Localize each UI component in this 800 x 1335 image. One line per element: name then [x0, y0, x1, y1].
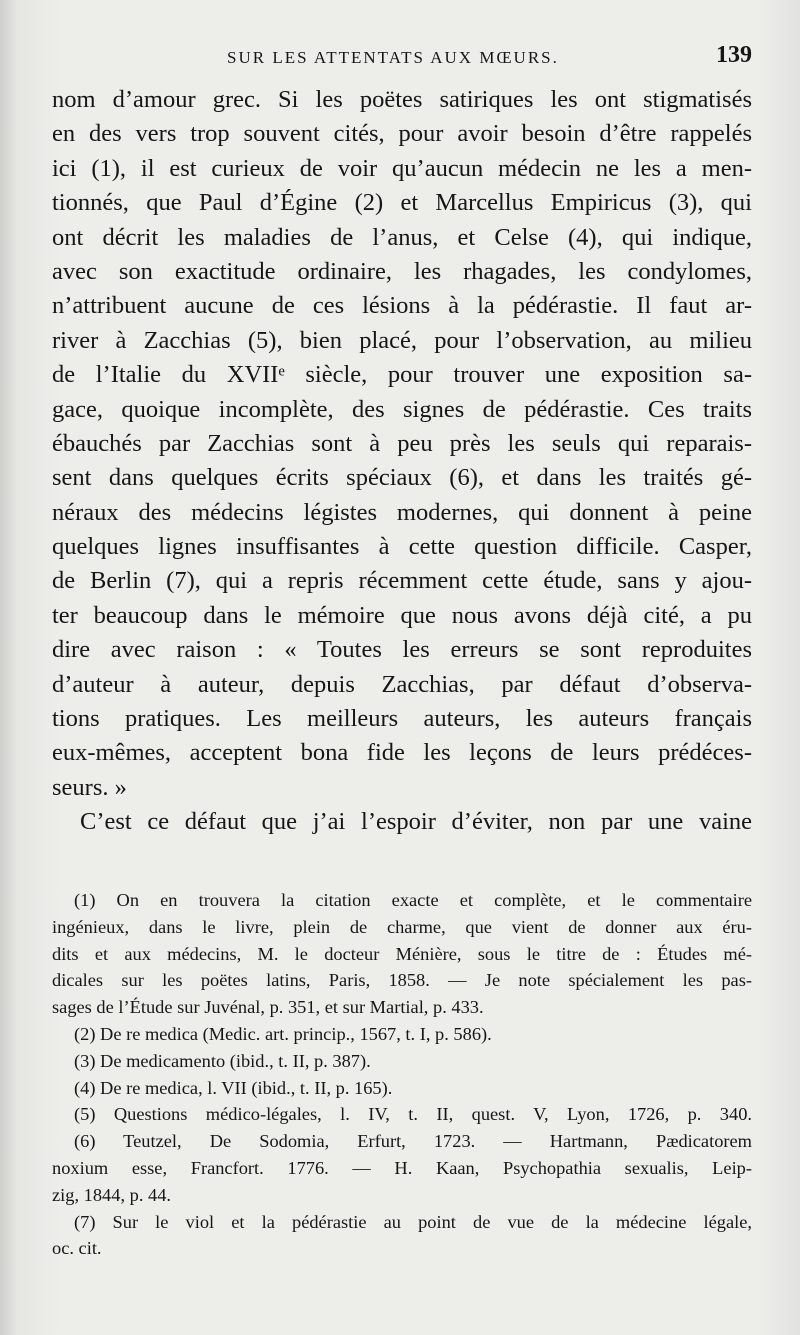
text-line: eux-mêmes, acceptent bona fide les leçons de leurs prédéces- [52, 739, 752, 767]
footnote-line: oc. cit. [52, 1238, 102, 1259]
text-line: de Berlin (7), qui a repris récemment cette étude, sans y ajou- [52, 567, 752, 595]
text-line: néraux des médecins légistes modernes, qui donnent à peine [52, 498, 752, 526]
running-header [52, 40, 752, 76]
footnote-line: (6) Teutzel, De Sodomia, Erfurt, 1723. — Hartmann, Pædicatorem [74, 1131, 752, 1152]
text-line: ont décrit les maladies de l’anus, et Celse (4), qui indique, [52, 223, 752, 251]
text-line: seurs. » [52, 773, 127, 801]
text-line: quelques lignes insuffisantes à cette question difficile. Casper, [52, 533, 752, 561]
footnotes [52, 887, 752, 1262]
text-line: de l’Italie du XVIIᵉ siècle, pour trouver une exposition sa- [52, 361, 752, 389]
page-number: 139 [716, 42, 752, 68]
text-line: dire avec raison : « Toutes les erreurs se sont reproduites [52, 636, 752, 664]
text-line: gace, quoique incomplète, des signes de pédérastie. Ces traits [52, 395, 752, 423]
text-line: avec son exactitude ordinaire, les rhagades, les condylomes, [52, 257, 752, 285]
text-line: C’est ce défaut que j’ai l’espoir d’éviter, non par une vaine [80, 808, 752, 836]
footnote-line: (2) De re medica (Medic. art. princip., 1567, t. I, p. 586). [74, 1023, 492, 1044]
footnote-line: (7) Sur le viol et la pédérastie au point de vue de la médecine légale, [74, 1211, 752, 1232]
text-line: ter beaucoup dans le mémoire que nous avons déjà cité, a pu [52, 601, 752, 629]
text-line: n’attribuent aucune de ces lésions à la pédérastie. Il faut ar- [52, 292, 752, 320]
footnote-line: noxium esse, Francfort. 1776. — H. Kaan, Psychopathia sexualis, Leip- [52, 1157, 752, 1178]
text-line: d’auteur à auteur, depuis Zacchias, par défaut d’observa- [52, 670, 752, 698]
footnote-line: sages de l’Étude sur Juvénal, p. 351, et sur Martial, p. 433. [52, 997, 484, 1018]
text-line: tionnés, que Paul d’Égine (2) et Marcellus Empiricus (3), qui [52, 189, 752, 217]
footnote-line: (1) On en trouvera la citation exacte et complète, et le commentaire [74, 890, 752, 910]
running-title: SUR LES ATTENTATS AUX MŒURS. [227, 48, 559, 67]
text-line: en des vers trop souvent cités, pour avoir besoin d’être rappelés [52, 120, 752, 148]
footnote-line: zig, 1844, p. 44. [52, 1184, 172, 1205]
text-line: ici (1), il est curieux de voir qu’aucun médecin ne les a men- [52, 154, 752, 182]
text-line: river à Zacchias (5), bien placé, pour l’observation, au milieu [52, 326, 752, 354]
footnote-line: ingénieux, dans le livre, plein de charme, que vient de donner aux éru- [52, 916, 752, 937]
text-line: tions pratiques. Les meilleurs auteurs, les auteurs français [52, 705, 752, 733]
footnote-line: (3) De medicamento (ibid., t. II, p. 387). [74, 1050, 371, 1071]
footnote-line: (5) Questions médico-légales, l. IV, t. II, quest. V, Lyon, 1726, p. 340. [74, 1104, 752, 1125]
footnote-line: dits et aux médecins, M. le docteur Ménière, sous le titre de : Études mé- [52, 943, 752, 964]
body-text [52, 83, 752, 840]
text-line: nom d’amour grec. Si les poëtes satiriques les ont stigmatisés [52, 86, 752, 113]
text-line: sent dans quelques écrits spéciaux (6), et dans les traités gé- [52, 464, 752, 492]
text-line: ébauchés par Zacchias sont à peu près les seuls qui reparais- [52, 429, 752, 457]
footnote-line: (4) De re medica, l. VII (ibid., t. II, p. 165). [74, 1077, 393, 1098]
footnote-line: dicales sur les poëtes latins, Paris, 1858. — Je note spécialement les pas- [52, 970, 752, 991]
